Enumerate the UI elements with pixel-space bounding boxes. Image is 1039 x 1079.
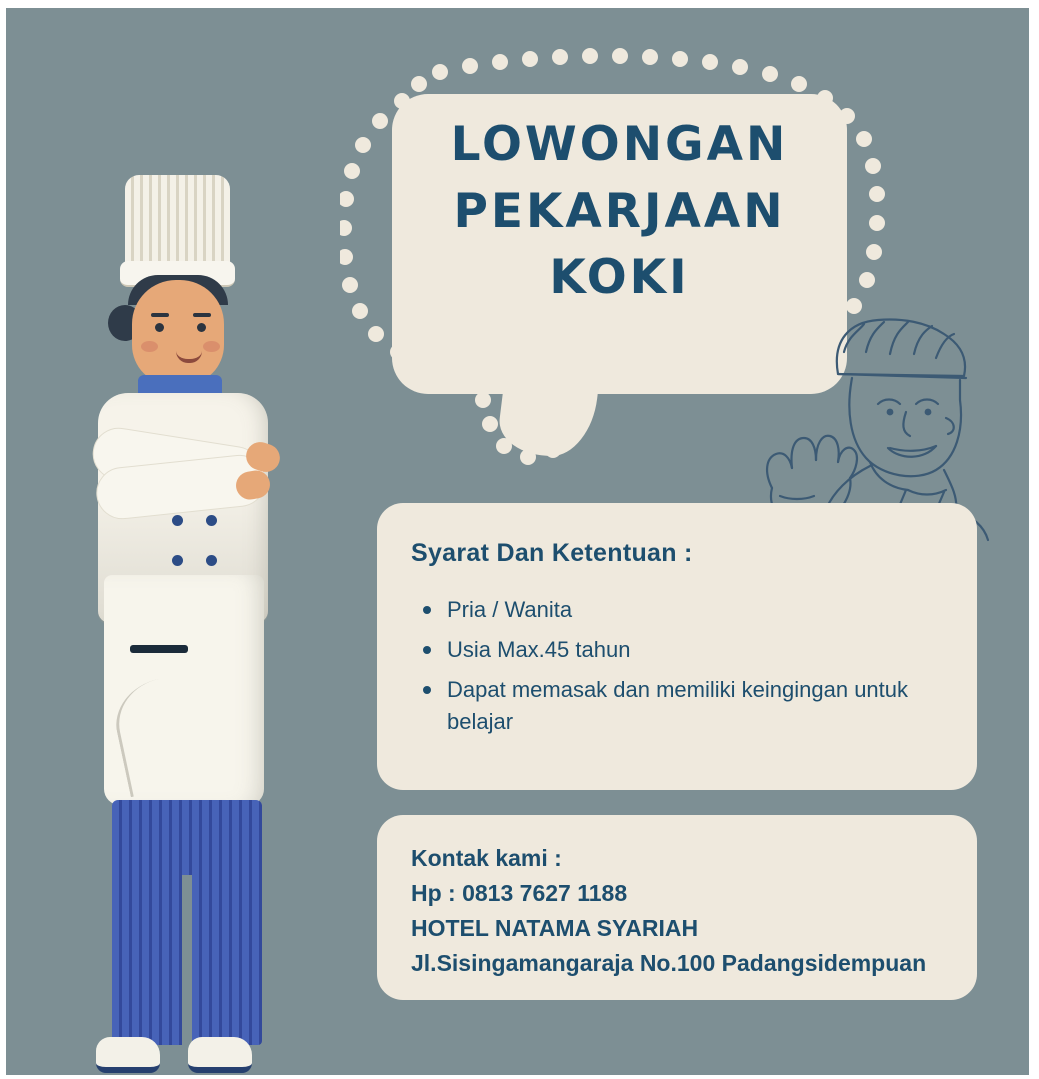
shoe-right (188, 1037, 252, 1073)
poster-right-edge (1029, 0, 1039, 1079)
chef-hat-icon (125, 175, 230, 270)
contact-address: Jl.Sisingamangaraja No.100 Padangsidempuan (411, 949, 927, 976)
contact-card (377, 815, 977, 1000)
apron-pocket (130, 645, 188, 653)
list-item: Dapat memasak dan memiliki keingingan untuk belajar (421, 674, 943, 738)
female-chef-illustration (60, 175, 330, 1075)
jacket-button (206, 555, 217, 566)
cheek-right (203, 341, 220, 352)
headline-line-1: LOWONGAN (450, 117, 789, 172)
contact-title: Kontak kami : (411, 845, 562, 871)
terms-and-conditions-card (377, 503, 977, 790)
jacket-button (172, 515, 183, 526)
jacket-button (206, 515, 217, 526)
contact-company: HOTEL NATAMA SYARIAH (411, 914, 699, 941)
contact-phone: Hp : 0813 7627 1188 (411, 879, 628, 906)
trouser-leg-gap (182, 875, 192, 1045)
cheek-left (141, 341, 158, 352)
terms-title: Syarat Dan Ketentuan : (411, 539, 693, 567)
terms-list (411, 594, 943, 738)
list-item: Usia Max.45 tahun (421, 634, 943, 666)
eye-right (197, 323, 206, 332)
poster-left-edge (0, 0, 6, 1079)
poster-bottom-edge (0, 1075, 1039, 1079)
eyebrow-right (193, 313, 211, 317)
headline-line-3: KOKI (549, 250, 690, 306)
headline-line-2: PEKARJAAN (453, 183, 786, 239)
shoe-left (96, 1037, 160, 1073)
jacket-button (172, 555, 183, 566)
chef-face (132, 280, 224, 385)
eye-left (155, 323, 164, 332)
list-item: Pria / Wanita (421, 594, 943, 626)
poster-headline (392, 112, 847, 312)
eyebrow-left (151, 313, 169, 317)
poster-top-edge (0, 0, 1039, 8)
